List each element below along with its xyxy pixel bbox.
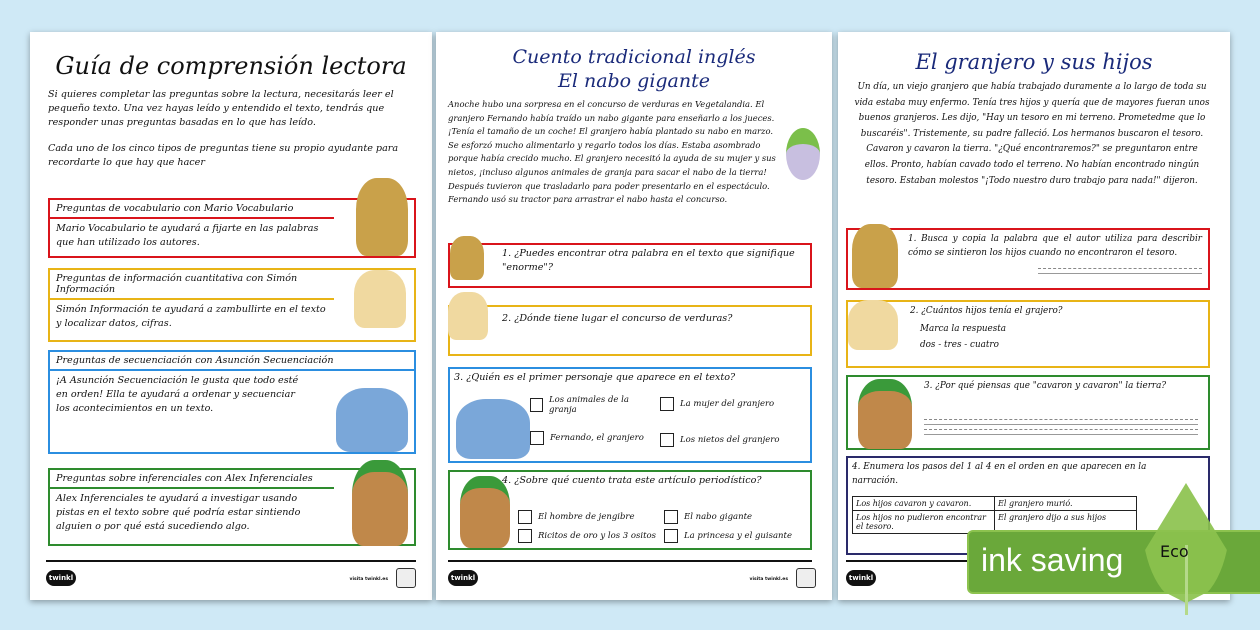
question-1 (846, 228, 1210, 290)
option-checkbox[interactable]: El hombre de jengibre (518, 510, 635, 524)
section-body: Alex Inferenciales te ayudará a investigar usando pistas en el texto sobre qué podría estar sintiendo alguien o por qué está sucediendo algo. (56, 493, 301, 532)
section-informacion (48, 268, 416, 342)
question-text: 4. ¿Sobre qué cuento trata este artículo periodístico? (502, 475, 762, 486)
intro-text: Si quieres completar las preguntas sobre la lectura, necesitarás leer el pequeño texto. Una vez hayas leído y entendido el texto, tendrás que responder unas preguntas basadas en lo que has leído. (48, 89, 394, 128)
table-cell[interactable]: Los hijos no pudieron encontrar el tesoro. (853, 511, 995, 534)
visit-link[interactable]: visita twinkl.es (749, 577, 788, 582)
answer-choices[interactable]: dos - tres - cuatro (920, 340, 999, 350)
question-text: 3. ¿Por qué piensas que "cavaron y cavaron" la tierra? (924, 381, 1167, 391)
question-2 (448, 305, 812, 356)
answer-line[interactable] (924, 429, 1198, 435)
page-title: Guía de comprensión lectora (55, 52, 407, 80)
stamp-icon (796, 568, 816, 588)
answer-line[interactable] (924, 419, 1198, 425)
page-title: El granjero y sus hijos (915, 50, 1153, 74)
alex-inferenciales-detective-icon (352, 460, 408, 546)
story-text: Anoche hubo una sorpresa en el concurso de verduras en Vegetalandia. El granjero Fernando había traído un nabo gigante para enseñarlo a los jueces. ¡Tenía el tamaño de un coche! El granjero había plantado su nabo en marzo. Se esforzó mucho alimentarlo y regarlo todos los días. Estaba asombrado porque había crecido mucho. El granjero necesitó la ayuda de su mujer y sus nietos, ¡incluso algunos animales de granja para sacar el nabo de la tierra! Después tuvieron que trasladarlo para poder presentarlo en el espectáculo. Fernando usó su tractor para arrastrar el nabo hasta el concurso. (448, 99, 776, 205)
section-heading: Preguntas de vocabulario con Mario Vocabulario (50, 200, 334, 219)
section-heading: Preguntas de secuenciación con Asunción Secuenciación (50, 352, 414, 371)
question-text: 2. ¿Dónde tiene lugar el concurso de verduras? (502, 313, 733, 324)
option-checkbox[interactable]: La mujer del granjero (660, 397, 774, 411)
section-body: Simón Información te ayudará a zambullirte en el texto y localizar datos, cifras. (56, 304, 326, 329)
asuncion-secuenciacion-character-icon (456, 399, 530, 459)
section-heading: Preguntas sobre inferenciales con Alex Inferenciales (50, 470, 334, 489)
page-subtitle: El nabo gigante (557, 70, 711, 92)
footer-divider (46, 560, 416, 562)
twinkl-logo: twinkl (46, 570, 76, 586)
table-cell[interactable]: El granjero murió. (995, 497, 1137, 511)
option-checkbox[interactable]: El nabo gigante (664, 510, 752, 524)
steps-table (852, 496, 1137, 534)
asuncion-secuenciacion-character-icon (336, 388, 408, 452)
story-text: Un día, un viejo granjero que había trabajado duramente a lo largo de toda su vida estaba muy enfermo. Tenía tres hijos y quería que de mayores fueran unos buenos granjeros. Les dijo, "Hay un tesoro en mi terreno. Prometedme que lo buscaréis". Tristemente, su padre falleció. Los hermanos buscaron el tesoro. Cavaron y cavaron la tierra. "¿Qué encontraremos?" se preguntaron entre ellos. Pronto, habían cavado todo el terreno. No habían encontrado ningún tesoro. Estaban molestos "¡Todo nuestro duro trabajo para nada!" dijeron. (854, 82, 1210, 186)
question-text: 4. Enumera los pasos del 1 al 4 en el orden en que aparecen en la narración. (852, 462, 1147, 486)
option-checkbox[interactable]: Ricitos de oro y los 3 ositos (518, 529, 656, 543)
section-body: ¡A Asunción Secuenciación le gusta que todo esté en orden! Ella te ayudará a ordenar y secuenciar los acontecimientos en un texto. (56, 375, 299, 414)
table-cell[interactable]: Los hijos cavaron y cavaron. (853, 497, 995, 511)
option-checkbox[interactable]: Fernando, el granjero (530, 431, 644, 445)
question-4 (448, 470, 812, 550)
question-3 (846, 375, 1210, 450)
mario-vocabulario-character-icon (852, 224, 898, 288)
section-heading: Preguntas de información cuantitativa con Simón Información (50, 270, 334, 300)
section-vocabulario (48, 198, 416, 258)
page-title: Cuento tradicional inglés (512, 46, 756, 68)
question-text: 3. ¿Quién es el primer personaje que aparece en el texto? (454, 372, 736, 383)
option-checkbox[interactable]: Los animales de la granja (530, 395, 650, 415)
eco-label: Eco (1160, 542, 1189, 561)
question-2 (846, 300, 1210, 368)
intro-text-2: Cada uno de los cinco tipos de preguntas tiene su propio ayudante para recordarte lo que hay que hacer (48, 143, 399, 168)
page-guia (30, 32, 432, 600)
question-text: 1. ¿Puedes encontrar otra palabra en el texto que signifique "enorme"? (502, 248, 795, 273)
question-hint: Marca la respuesta (920, 324, 1007, 334)
visit-link[interactable]: visita twinkl.es (349, 577, 388, 582)
section-secuenciacion (48, 350, 416, 454)
simon-informacion-dog-icon (448, 292, 488, 340)
option-checkbox[interactable]: Los nietos del granjero (660, 433, 779, 447)
table-cell[interactable]: El granjero dijo a sus hijos (995, 511, 1137, 534)
option-checkbox[interactable]: La princesa y el guisante (664, 529, 792, 543)
question-3 (448, 367, 812, 463)
section-body: Mario Vocabulario te ayudará a fijarte en las palabras que han utilizado los autores. (56, 223, 319, 248)
alex-inferenciales-detective-icon (858, 379, 912, 449)
section-inferenciales (48, 468, 416, 546)
ink-saving-label: ink saving (981, 542, 1124, 578)
mario-vocabulario-character-icon (356, 178, 408, 256)
page-nabo-gigante (436, 32, 832, 600)
question-text: 2. ¿Cuántos hijos tenía el grajero? (910, 306, 1063, 316)
question-text: 1. Busca y copia la palabra que el autor utiliza para describir cómo se sintieron los hijos cuando no encontraron el tesoro. (908, 234, 1202, 258)
simon-informacion-dog-icon (848, 300, 898, 350)
twinkl-logo: twinkl (448, 570, 478, 586)
mario-vocabulario-character-icon (450, 236, 484, 280)
answer-line[interactable] (1038, 268, 1202, 274)
question-1 (448, 243, 812, 288)
stamp-icon (396, 568, 416, 588)
twinkl-logo: twinkl (846, 570, 876, 586)
simon-informacion-dog-icon (354, 270, 406, 328)
footer-divider (448, 560, 812, 562)
alex-inferenciales-detective-icon (460, 476, 510, 548)
turnip-icon (786, 128, 820, 180)
